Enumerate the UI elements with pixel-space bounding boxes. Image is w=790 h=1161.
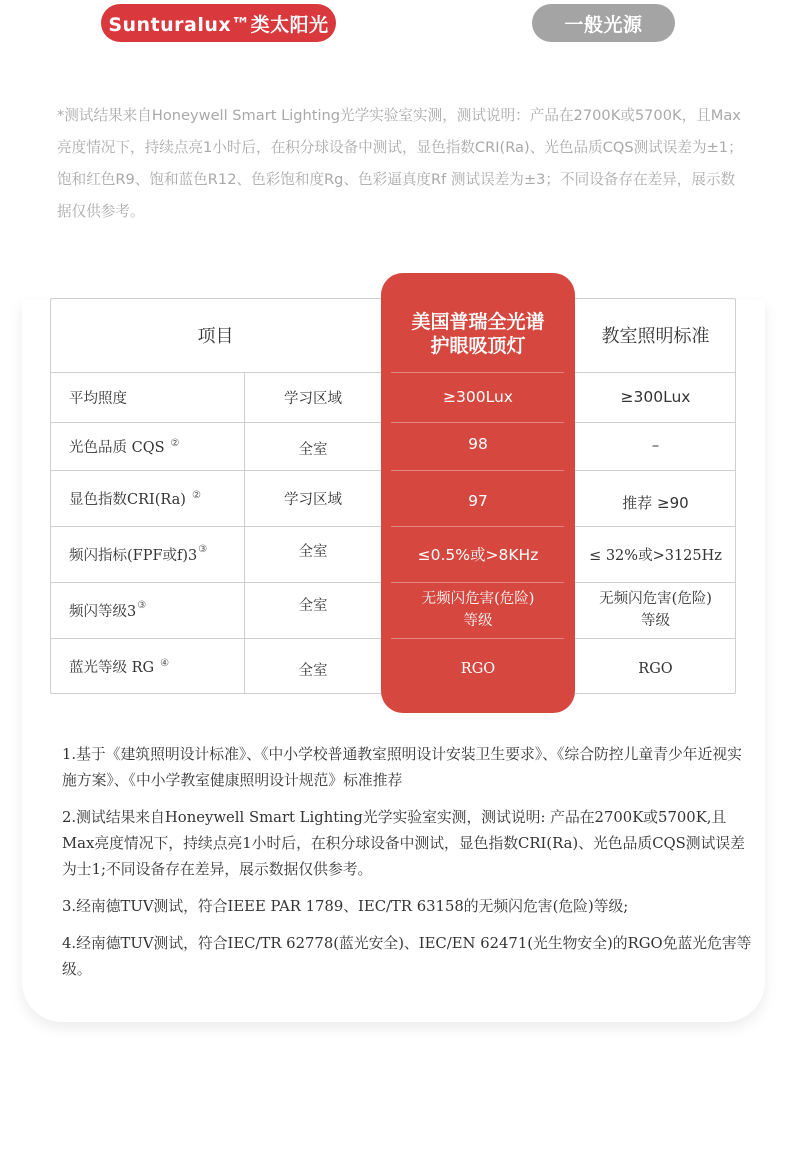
row-standard: – <box>651 438 660 454</box>
row-product: 98 <box>468 435 488 453</box>
row-item: 光色品质 CQS ② <box>69 437 180 456</box>
row-product: RGO <box>460 661 496 677</box>
row-product: 无频闪危害(危险) 等级 <box>421 591 535 629</box>
row-standard: ≤ 32%或>3125Hz <box>589 547 722 564</box>
row-item: 蓝光等级 RG ④ <box>69 657 170 676</box>
row-standard: 无频闪危害(危险) 等级 <box>599 591 712 629</box>
row-item: 平均照度 <box>69 390 127 407</box>
header-product: 美国普瑞全光谱 护眼吸顶灯 <box>411 311 545 357</box>
row-standard: 推荐 ≥90 <box>622 493 689 512</box>
compare-pill: 一般光源 <box>532 4 675 42</box>
row-scope: 全室 <box>298 441 328 458</box>
row-scope: 学习区域 <box>284 390 342 407</box>
row-standard: RGO <box>638 661 673 677</box>
footnote-3: 3.经南德TUV测试，符合IEEE PAR 1789、IEC/TR 63158的无频闪危害(危险)等级; <box>62 898 629 915</box>
footnote-4: 4.经南德TUV测试，符合IEC/TR 62778(蓝光安全)、IEC/EN 62471(光生物安全)的RGO免蓝光危害等级。 <box>62 935 752 978</box>
row-product: ≥300Lux <box>443 388 513 406</box>
row-scope: 全室 <box>298 597 328 614</box>
row-item: 频闪指标(FPF或f)3 ③ <box>69 543 208 564</box>
test-disclaimer: *测试结果来自Honeywell Smart Lighting光学实验室实测，测试说明：产品在2700K或5700K，且Max亮度情况下，持续点亮1小时后，在积分球设备中测试，显色指数CRI(Ra)、光色品质CQS测试误差为±1；饱和红色R9、饱和蓝色R12、色彩饱和度Rg、色彩逼真度Rf 测试误差为±3；不同设备存在差异，展示数据仅供参考。 <box>57 107 743 220</box>
row-scope: 全室 <box>298 543 328 560</box>
footnote-1: 1.基于《建筑照明设计标准》、《中小学校普通教室照明设计安装卫生要求》、《综合防控儿童青少年近视实施方案》、《中小学教室健康照明设计规范》标准推荐 <box>62 746 742 789</box>
row-scope: 学习区域 <box>284 491 342 508</box>
row-product: 97 <box>468 492 488 510</box>
footnote-2: 2.测试结果来自Honeywell Smart Lighting光学实验室实测，测试说明: 产品在2700K或5700K,且Max亮度情况下，持续点亮1小时后，在积分球设备中测试，显色指数CRI(Ra)、光色品质CQS测试误差为士1;不同设备存在差异，展示数据仅供参考。 <box>62 809 745 878</box>
row-scope: 全室 <box>298 662 328 679</box>
row-product: ≤0.5%或>8KHz <box>417 546 539 564</box>
row-item: 显色指数CRI(Ra) ② <box>69 489 201 508</box>
footnotes <box>62 742 754 994</box>
header-item: 项目 <box>197 326 234 347</box>
header-standard: 教室照明标准 <box>601 326 710 347</box>
row-standard: ≥300Lux <box>620 388 691 406</box>
brand-pill: Sunturalux™类太阳光 <box>101 4 336 42</box>
row-item: 频闪等级3 ③ <box>69 599 147 620</box>
